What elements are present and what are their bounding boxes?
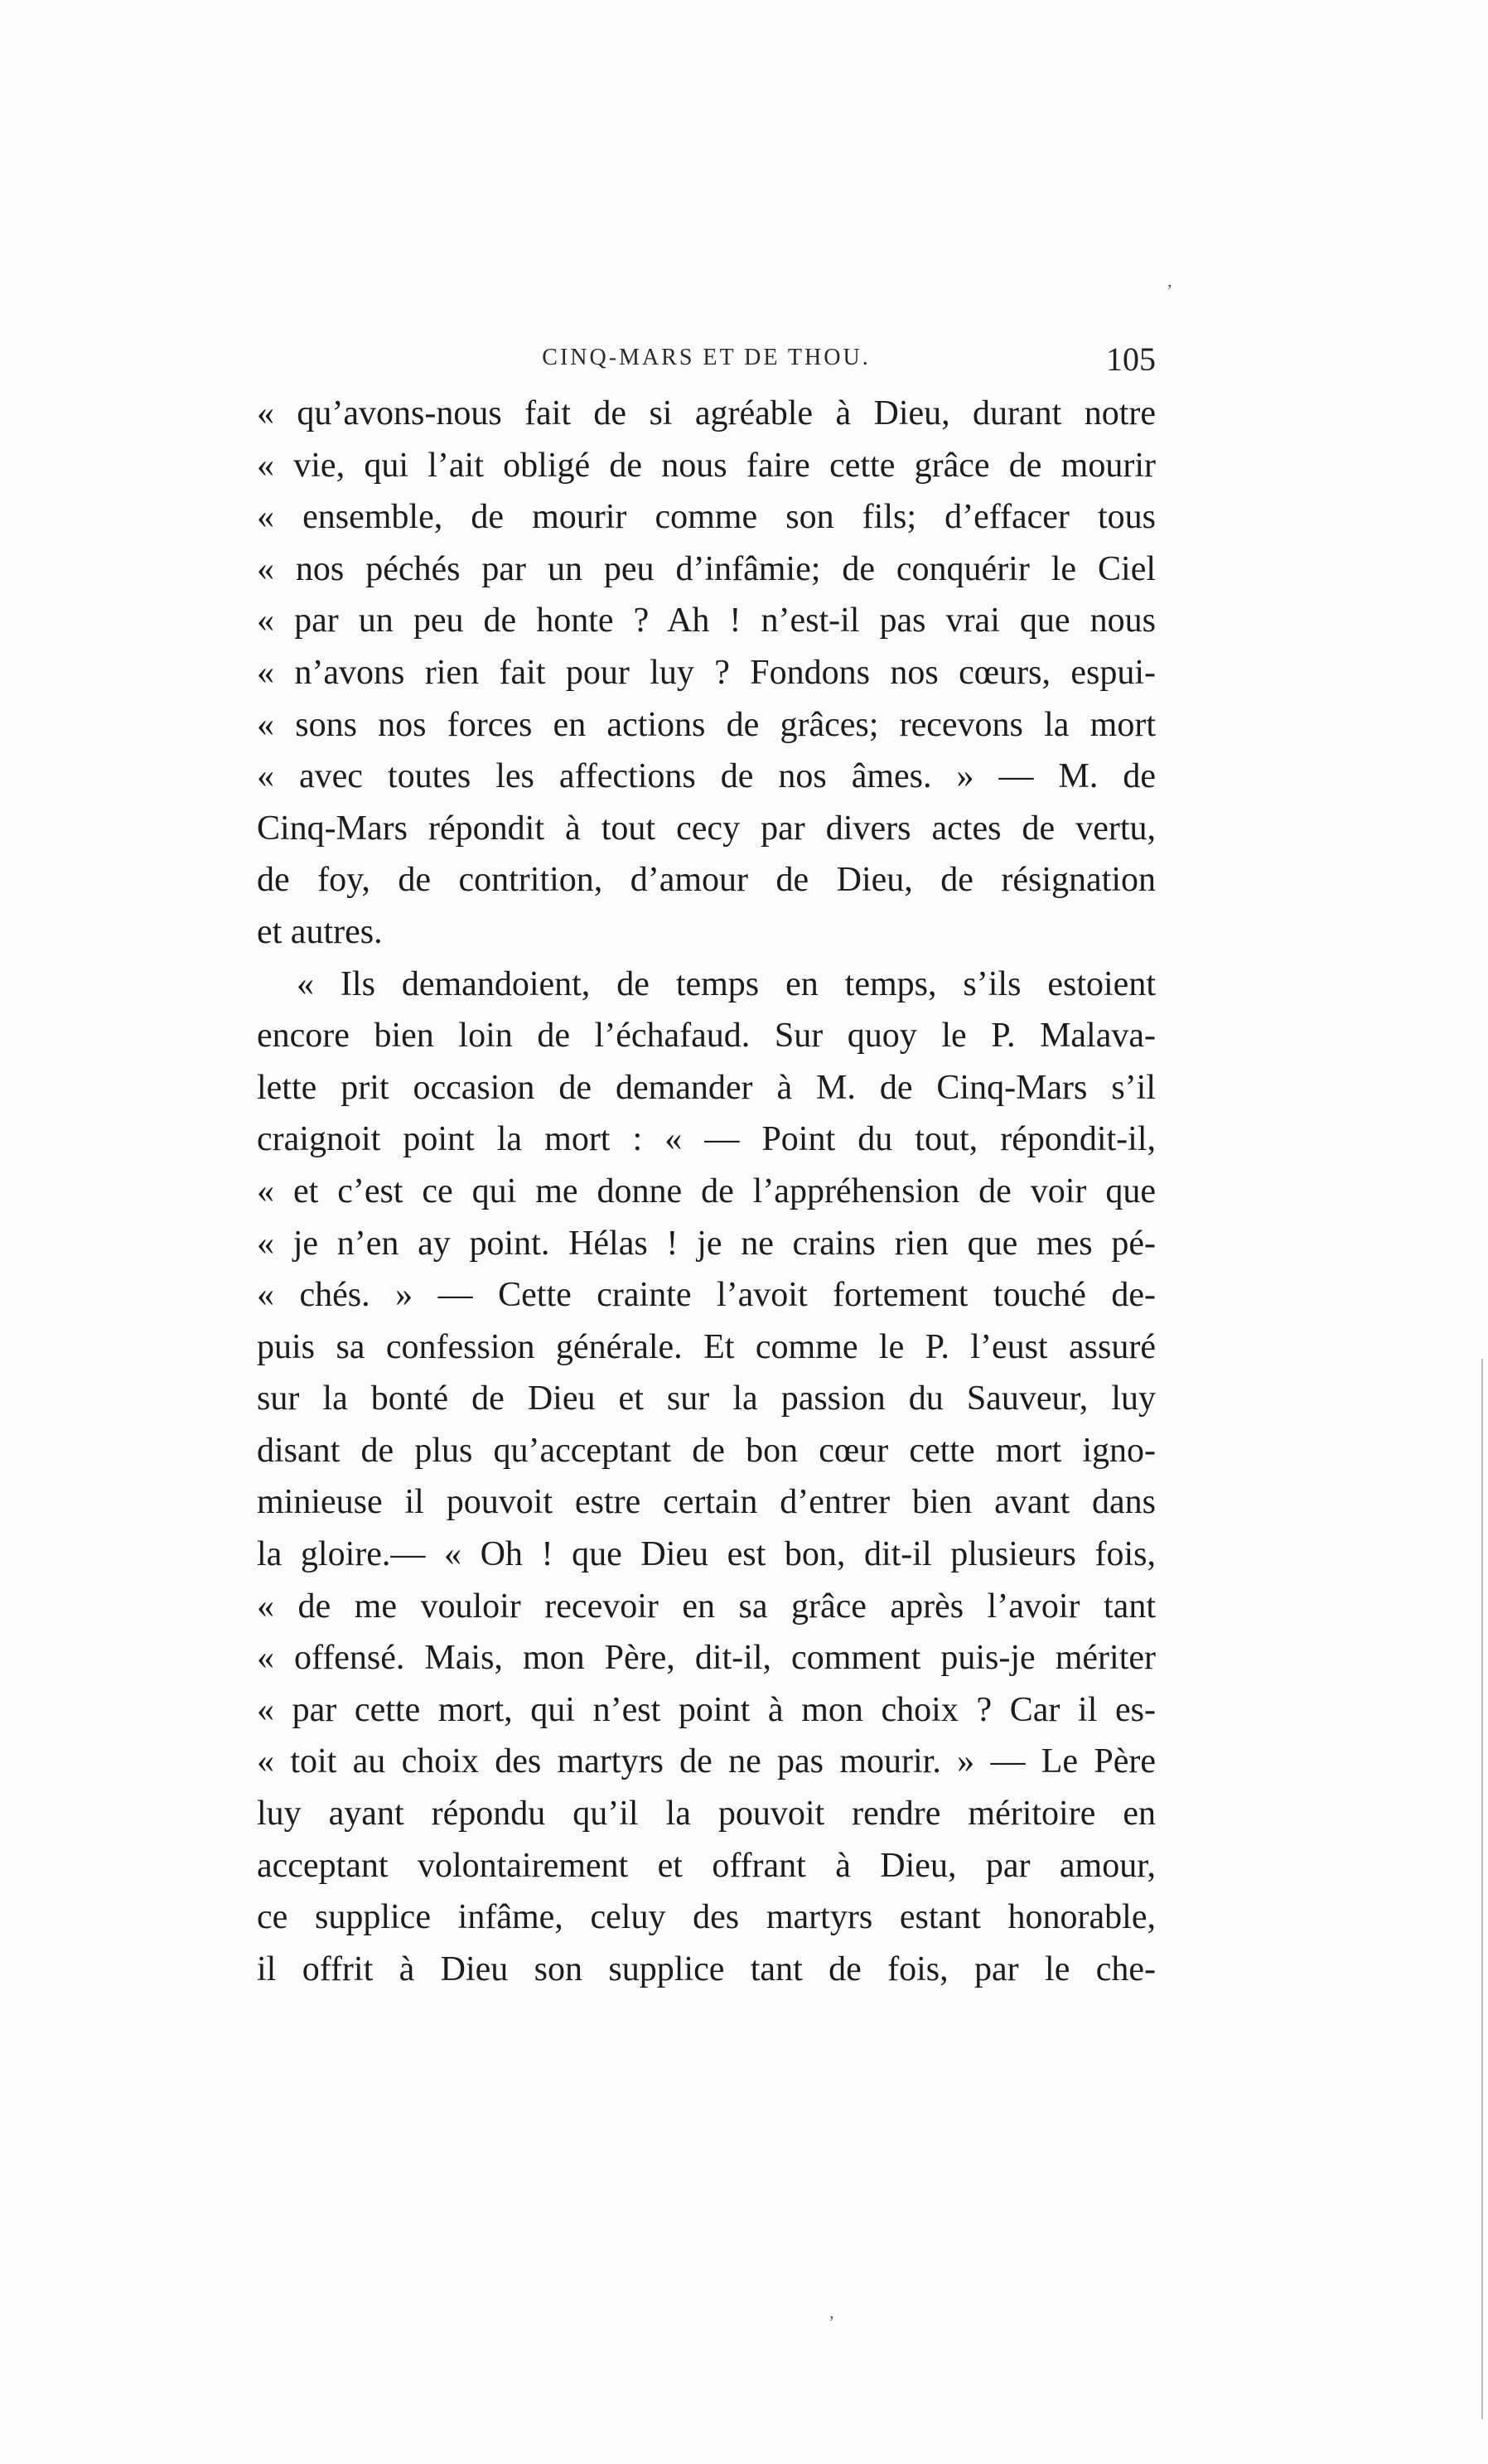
text-line: acceptant volontairement et offrant à Dieu, par amour,: [257, 1846, 1156, 1885]
text-line: « toit au choix des martyrs de ne pas mourir. » — Le Père: [257, 1742, 1156, 1781]
text-line: « vie, qui l’ait obligé de nous faire cette grâce de mourir: [257, 446, 1156, 485]
scan-edge-line: [1481, 1359, 1483, 2419]
text-line: « n’avons rien fait pour luy ? Fondons nos cœurs, espui-: [257, 653, 1156, 692]
text-line: « ensemble, de mourir comme son fils; d’effacer tous: [257, 498, 1156, 537]
text-line: « qu’avons-nous fait de si agréable à Dieu, durant notre: [257, 394, 1156, 432]
scan-speck: ’: [829, 2312, 835, 2332]
text-line: sur la bonté de Dieu et sur la passion du Sauveur, luy: [257, 1379, 1156, 1418]
text-line: « nos péchés par un peu d’infâmie; de conquérir le Ciel: [257, 549, 1156, 588]
text-line: la gloire.— « Oh ! que Dieu est bon, dit-il plusieurs fois,: [257, 1535, 1156, 1574]
running-head: [257, 340, 1156, 381]
page-text: [257, 388, 1156, 1995]
text-line: minieuse il pouvoit estre certain d’entrer bien avant dans: [257, 1483, 1156, 1522]
text-line: disant de plus qu’acceptant de bon cœur cette mort igno-: [257, 1431, 1156, 1470]
text-line: encore bien loin de l’échafaud. Sur quoy le P. Malava-: [257, 1017, 1156, 1056]
text-line: « offensé. Mais, mon Père, dit-il, comment puis-je mériter: [257, 1639, 1156, 1678]
text-line: « chés. » — Cette crainte l’avoit fortement touché de-: [257, 1276, 1156, 1315]
page-number: 105: [1106, 341, 1156, 378]
text-line: Cinq-Mars répondit à tout cecy par divers actes de vertu,: [257, 809, 1156, 848]
text-line: « par cette mort, qui n’est point à mon choix ? Car il es-: [257, 1690, 1156, 1729]
scan-speck: ’: [1167, 280, 1173, 301]
text-line: « je n’en ay point. Hélas ! je ne crains rien que mes pé-: [257, 1224, 1156, 1263]
text-line: « par un peu de honte ? Ah ! n’est-il pas vrai que nous: [257, 602, 1156, 640]
text-line: « sons nos forces en actions de grâces; recevons la mort: [257, 705, 1156, 744]
paragraph-start-line: « Ils demandoient, de temps en temps, s’ils estoient: [297, 964, 1156, 1003]
text-line: « et c’est ce qui me donne de l’appréhension de voir que: [257, 1172, 1156, 1210]
text-line: lette prit occasion de demander à M. de Cinq-Mars s’il: [257, 1068, 1156, 1107]
running-title: CINQ-MARS ET DE THOU.: [542, 345, 871, 370]
paragraph-end-line: et autres.: [257, 912, 383, 951]
text-line: « de me vouloir recevoir en sa grâce après l’avoir tant: [257, 1587, 1156, 1626]
text-line: puis sa confession générale. Et comme le P. l’eust assuré: [257, 1327, 1156, 1366]
text-line: « avec toutes les affections de nos âmes. » — M. de: [257, 757, 1156, 796]
text-line: il offrit à Dieu son supplice tant de fois, par le che-: [257, 1949, 1156, 1988]
text-line: de foy, de contrition, d’amour de Dieu, de résignation: [257, 861, 1156, 900]
text-line: luy ayant répondu qu’il la pouvoit rendre méritoire en: [257, 1795, 1156, 1834]
text-line: ce supplice infâme, celuy des martyrs estant honorable,: [257, 1898, 1156, 1937]
text-line: craignoit point la mort : « — Point du tout, répondit-il,: [257, 1120, 1156, 1159]
